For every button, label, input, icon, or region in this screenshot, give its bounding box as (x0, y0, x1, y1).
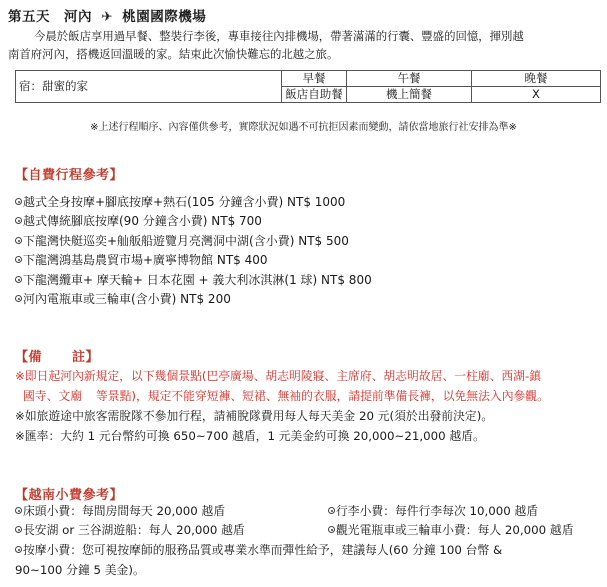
day-description (8, 27, 603, 63)
itinerary-note: ※上述行程順序、內容僅供參考，實際狀況如遇不可抗拒因素而變動，請依當地旅行社安排為準※ (90, 122, 517, 133)
dinner-header: 晚餐 (472, 71, 601, 87)
bullet-icon (15, 526, 22, 533)
meals-table (15, 70, 601, 103)
description-line-2: 南首府河內，搭機返回溫暖的家。結束此次愉快難忘的北越之旅。 (8, 47, 339, 61)
exchange-rate: ※匯率：大約 1 元台幣約可換 650~700 越盾，1 元美金約可換 20,000~21,000 越盾。 (15, 429, 485, 443)
bullet-icon (15, 507, 22, 514)
list-item: 觀光電瓶車或三輪車小費：每人 20,000 越盾 (328, 520, 574, 540)
bullet-icon (15, 295, 22, 302)
list-item: 行李小費：每件行李每次 10,000 越盾 (328, 501, 538, 521)
list-item: 下龍灣纜車+ 摩天輪+ 日本花園 + 義大利冰淇淋(1 球) NT$ 800 (15, 271, 372, 290)
dress-code-line-1: ※即日起河內新規定，以下幾個景點(巴亭廣場、胡志明陵寢、主席府、胡志明故居、一柱廟、西湖-鎮 (15, 369, 542, 383)
bullet-icon (15, 198, 22, 205)
bullet-icon (15, 217, 22, 224)
bullet-icon (328, 526, 335, 533)
list-item: 按摩小費：您可視按摩師的服務品質或專業水準而彈性給予，建議每人(60 分鐘 100 台幣 & (15, 540, 502, 560)
list-item: 河內電瓶車或三輪車(含小費) NT$ 200 (15, 290, 231, 309)
tips-title: 【越南小費參考】 (15, 488, 124, 503)
bullet-icon (15, 256, 22, 263)
list-item: 床頭小費：每間房間每天 20,000 越盾 (15, 501, 225, 521)
breakfast-value: 飯店自助餐 (282, 87, 347, 103)
bullet-icon (328, 507, 335, 514)
lunch-value: 機上簡餐 (347, 87, 472, 103)
breakfast-header: 早餐 (282, 71, 347, 87)
departure-city: 河內 (64, 9, 92, 25)
destination: 桃園國際機場 (122, 9, 207, 25)
remarks-title: 【備 註】 (15, 350, 100, 365)
dress-code-line-2: 國寺、文廟 等景點)，規定不能穿短褲、短裙、無袖的衣服，請提前準備長褲，以免無法入內參觀。 (23, 389, 549, 403)
accommodation-cell: 宿：甜蜜的家 (16, 71, 282, 103)
dinner-value: X (472, 87, 601, 103)
leave-group-fee: ※如旅遊途中旅客需脫隊不參加行程，請補脫隊費用每人每天美金 20 元(須於出發前決定)。 (15, 409, 494, 423)
day-label: 第五天 (8, 9, 50, 25)
description-line-1: 今晨於飯店享用過早餐、整裝行李後，專車接往內排機場，帶著滿滿的行囊、豐盛的回憶，揮別越 (34, 29, 524, 43)
bullet-icon (15, 546, 22, 553)
list-item-continuation: 90~100 分鐘 5 美金)。 (15, 563, 145, 577)
optional-tours-title: 【自費行程參考】 (15, 168, 124, 183)
bullet-icon (15, 237, 22, 244)
remarks-body (15, 366, 605, 446)
bullet-icon (15, 276, 22, 283)
list-item: 越式全身按摩+腳底按摩+熱石(105 分鐘含小費) NT$ 1000 (15, 193, 345, 212)
list-item: 下龍灣快艇巡奕+舢舨船遊覽月亮灣洞中湖(含小費) NT$ 500 (15, 232, 349, 251)
list-item: 下龍灣鴻基島農貿市場+廣寧博物館 NT$ 400 (15, 251, 268, 270)
list-item: 越式傳統腳底按摩(90 分鐘含小費) NT$ 700 (15, 212, 262, 231)
airplane-icon: ✈ (101, 9, 114, 25)
day-title (8, 5, 206, 25)
lunch-header: 午餐 (347, 71, 472, 87)
list-item: 長安湖 or 三谷湖遊船：每人 20,000 越盾 (15, 520, 245, 540)
